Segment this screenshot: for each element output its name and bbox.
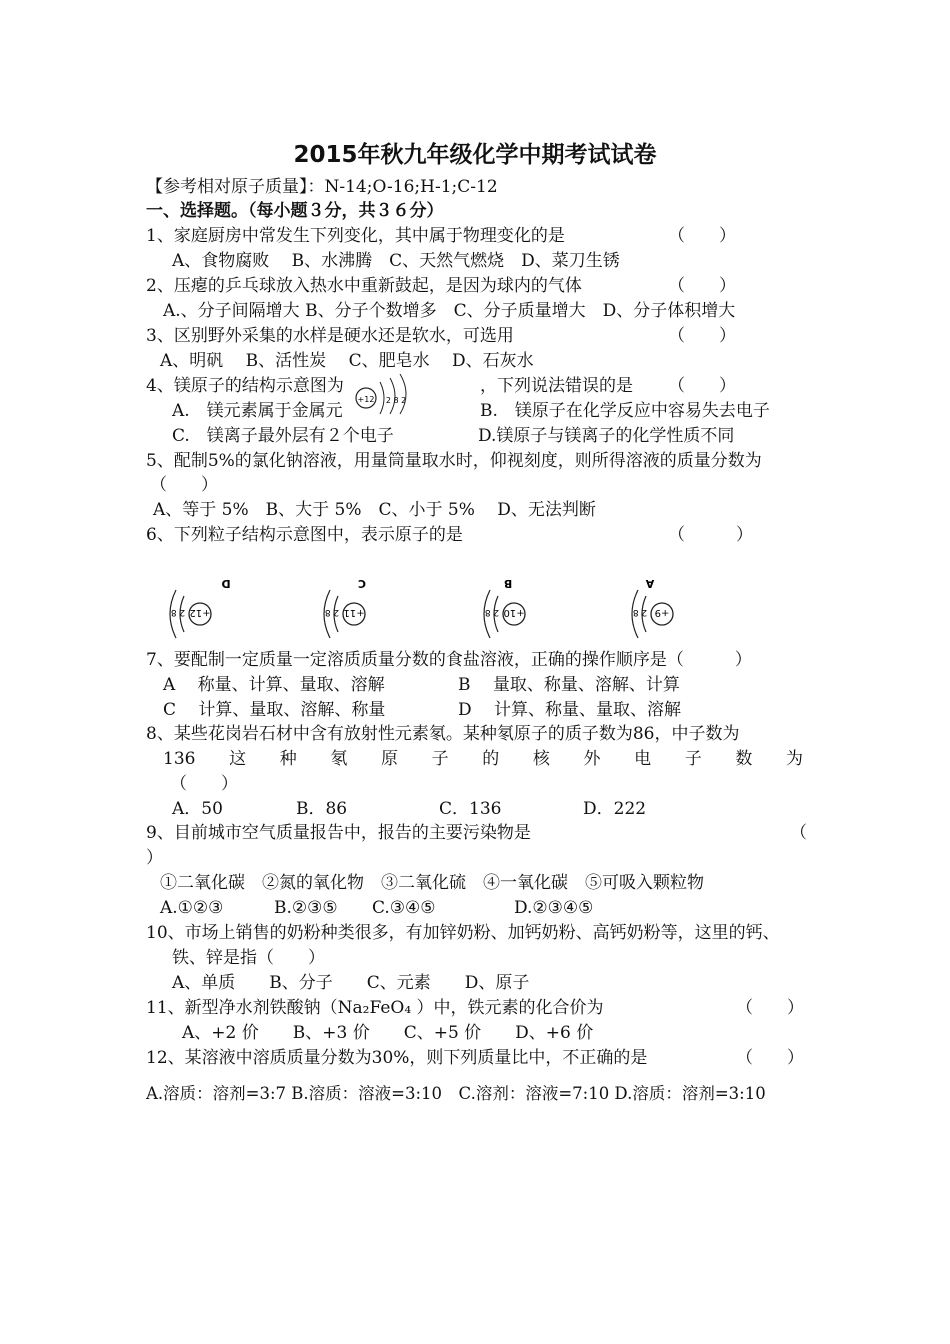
q2-stem: 2、压瘪的乒乓球放入热水中重新鼓起，是因为球内的气体 xyxy=(146,276,582,296)
q11-stem: 11、新型净水剂铁酸钠（Na₂FeO₄ ）中，铁元素的化合价为 xyxy=(146,998,604,1018)
q8-word: 电 xyxy=(634,749,652,769)
q8-word: 136 xyxy=(163,749,196,769)
q8-option-c: C．136 xyxy=(439,799,502,819)
q6-stem: 6、下列粒子结构示意图中，表示原子的是 xyxy=(146,525,463,545)
q8-word: 数 xyxy=(735,749,753,769)
q8-stem-line2 xyxy=(163,748,803,770)
q9-paren-open: （ xyxy=(790,823,807,843)
q12-options: A.溶质：溶剂=3:7 B.溶质：溶液=3:10 C.溶剂：溶液=7:10 D.溶质：溶剂=3:10 xyxy=(146,1084,766,1103)
nucleus-charge: +11 xyxy=(343,607,365,618)
q6-answer-paren: （ ） xyxy=(668,525,753,545)
q9-items: ①二氧化碳 ②氮的氧化物 ③二氧化硫 ④一氧化碳 ⑤可吸入颗粒物 xyxy=(160,873,704,893)
q8-word: 外 xyxy=(583,749,601,769)
diagram-label: A xyxy=(645,577,655,590)
q8-answer-paren: （ ） xyxy=(170,774,238,794)
shell-electrons: 2 8 xyxy=(170,607,186,617)
q3-answer-paren: （ ） xyxy=(668,326,736,346)
nucleus-charge: +12 xyxy=(357,395,375,404)
q8-word: 子 xyxy=(431,749,449,769)
magnesium-atom-diagram xyxy=(352,368,414,416)
particle-diagram-d xyxy=(160,570,250,642)
q5-options: A、等于 5% B、大于 5% C、小于 5% D、无法判断 xyxy=(153,500,596,520)
q9-option-c: C.③④⑤ xyxy=(372,898,436,918)
q4-option-b: B. 镁原子在化学反应中容易失去电子 xyxy=(480,401,770,421)
q10-stem: 10、市场上销售的奶粉种类很多，有加锌奶粉、加钙奶粉、高钙奶粉等，这里的钙、 xyxy=(146,923,780,943)
shell-arc xyxy=(380,382,384,414)
diagram-label: C xyxy=(357,577,367,590)
nucleus-charge: +10 xyxy=(503,607,525,618)
diagram-label: B xyxy=(503,577,513,590)
q11-options: A、+2 价 B、+3 价 C、+5 价 D、+6 价 xyxy=(182,1023,594,1043)
shell-electrons: 2 8 2 xyxy=(385,396,407,405)
q9-paren-close: ） xyxy=(146,848,163,868)
q1-answer-paren: （ ） xyxy=(668,226,736,246)
q9-stem: 9、目前城市空气质量报告中，报告的主要污染物是 xyxy=(146,823,531,843)
nucleus-charge: +9 xyxy=(654,607,670,618)
q10-stem-line2: 铁、锌是指（ ） xyxy=(172,948,325,968)
q8-option-b: B．86 xyxy=(296,799,348,819)
q8-option-d: D．222 xyxy=(583,799,647,819)
exam-title: 2015年秋九年级化学中期考试试卷 xyxy=(293,142,657,168)
q7-option-d: D 计算、称量、量取、溶解 xyxy=(458,700,682,720)
q2-options: A.、分子间隔增大 B、分子个数增多 C、分子质量增大 D、分子体积增大 xyxy=(163,301,736,321)
q4-option-d: D.镁原子与镁离子的化学性质不同 xyxy=(478,426,735,446)
section-heading: 一、选择题。（每小题３分，共３６分） xyxy=(146,201,444,221)
q8-word: 这 xyxy=(229,749,247,769)
particle-diagram-c xyxy=(310,570,400,642)
q8-word: 原 xyxy=(380,749,398,769)
shell-electrons: 2 8 xyxy=(484,607,500,617)
q4-stem-part2: ，下列说法错误的是 xyxy=(480,376,633,396)
q11-answer-paren: （ ） xyxy=(736,998,804,1018)
q9-option-d: D.②③④⑤ xyxy=(514,898,594,918)
q10-options: A、单质 B、分子 C、元素 D、原子 xyxy=(172,973,530,993)
q1-stem: 1、家庭厨房中常发生下列变化，其中属于物理变化的是 xyxy=(146,226,565,246)
q7-option-c: C 计算、量取、溶解、称量 xyxy=(163,700,386,720)
q2-answer-paren: （ ） xyxy=(668,276,736,296)
particle-diagram-b xyxy=(470,570,560,642)
q8-word: 种 xyxy=(279,749,297,769)
nucleus-charge: +12 xyxy=(189,607,211,618)
q3-options: A、明矾 B、活性炭 C、肥皂水 D、石灰水 xyxy=(160,351,534,371)
shell-electrons: 2 8 xyxy=(324,607,340,617)
q8-word: 的 xyxy=(482,749,500,769)
q4-option-a: A. 镁元素属于金属元 xyxy=(172,401,343,421)
diagram-label: D xyxy=(221,577,231,590)
q7-option-b: B 量取、称量、溶解、计算 xyxy=(458,675,680,695)
q9-option-b: B.②③⑤ xyxy=(274,898,338,918)
q4-stem-part1: 4、镁原子的结构示意图为 xyxy=(146,376,344,396)
q4-answer-paren: （ ） xyxy=(668,376,736,396)
q3-stem: 3、区别野外采集的水样是硬水还是软水，可选用 xyxy=(146,326,514,346)
particle-diagram-a xyxy=(616,570,706,642)
q5-stem: 5、配制5%的氯化钠溶液，用量筒量取水时，仰视刻度，则所得溶液的质量分数为 xyxy=(146,451,762,471)
q8-option-a: A．50 xyxy=(172,799,223,819)
shell-electrons: 2 8 xyxy=(632,607,648,617)
q12-answer-paren: （ ） xyxy=(736,1048,804,1068)
q7-stem: 7、要配制一定质量一定溶质质量分数的食盐溶液，正确的操作顺序是（ ） xyxy=(146,650,752,670)
q5-answer-paren: （ ） xyxy=(150,475,218,495)
q8-word: 氡 xyxy=(330,749,348,769)
q7-option-a: A 称量、计算、量取、溶解 xyxy=(163,675,385,695)
q12-stem: 12、某溶液中溶质质量分数为30%，则下列质量比中，不正确的是 xyxy=(146,1048,648,1068)
shell-arc xyxy=(400,374,406,414)
q8-word: 子 xyxy=(684,749,702,769)
q8-word: 核 xyxy=(532,749,550,769)
q4-option-c: C. 镁离子最外层有２个电子 xyxy=(172,426,394,446)
q1-options: A、食物腐败 B、水沸腾 C、天然气燃烧 D、菜刀生锈 xyxy=(172,251,620,271)
q9-option-a: A.①②③ xyxy=(160,898,224,918)
q8-word: 为 xyxy=(785,749,803,769)
q8-stem: 8、某些花岗岩石材中含有放射性元素氡。某种氡原子的质子数为86，中子数为 xyxy=(146,724,740,744)
reference-masses: 【参考相对原子质量】：N-14;O-16;H-1;C-12 xyxy=(146,177,498,197)
